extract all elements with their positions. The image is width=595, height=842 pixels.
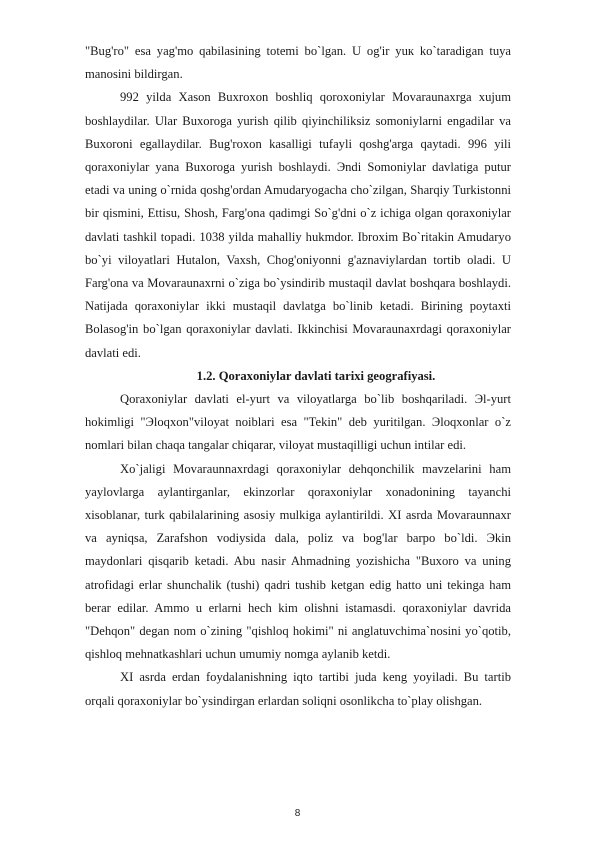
body-text (85, 40, 511, 713)
paragraph-continuation: "Bug'ro" esa yag'mo qabilasining totemi bo`lgan. U og'ir yuк ko`taradigan tuya manosini bildirgan. (85, 44, 511, 82)
paragraph-buxoro-campaign: 992 yilda Xason Buxroxon boshliq qoroxoniylar Movaraunaxrga xujum boshlaydilar. Ular Buxoroga yurish qilib qiyinchiliksiz somoniylarni engadilar va Buxoroni egallaydilar. Bug'roxon kasalligi tufayli qoshg'arga qaytadi. 996 yili qoraxoniylar yana Buxoroga yurish boshlaydi. Эndi Somoniylar davlatiga putur etadi va uning o`rnida qoshg'ordan Amudaryogacha cho`zilgan, Sharqiy Turkistonni bir qismini, Ettisu, Shosh, Farg'ona qadimgi So`g'dni o`z ichiga olgan qoraxoniylar davlati tashkil topadi. 1038 yilda mahalliy hukmdor. Ibroxim Bo`ritakin Amudaryo bo`yi viloyatlari Hutalon, Vaxsh, Chog'oniyonni g'aznaviylardan tortib oladi. U Farg'ona va Movaraunaxrni o`ziga bo`ysindirib mustaqil davlat boshqara boshlaydi. Natijada qoraxoniylar ikki mustaqil davlatga bo`linib ketadi. Birining poytaxti Bolasog'in bo`lgan qoraxoniylar davlati. Ikkinchisi Movaraunaxrdagi qoraxoniylar davlati edi. (85, 90, 511, 360)
section-heading: 1.2. Qoraxoniylar davlati tarixi geografiyasi. (196, 368, 436, 383)
page-number: 8 (294, 808, 301, 819)
paragraph-iqto: XI asrda erdan foydalanishning iqto tartibi juda keng yoyiladi. Bu tartib orqali qoraxoniylar bo`ysindirgan erlardan soliqni osonlikcha to`play olishgan. (85, 670, 511, 708)
paragraph-economy: Xo`jaligi Movaraunnaxrdagi qoraxoniylar dehqonchilik mavzelarini ham yaylovlarga aylantirganlar, ekinzorlar qoraxoniylar xonadonining tayanchi xisoblanar, turk qabilalarining asosiy mulkiga aylantirildi. XI asrda Movaraunnaxr va ayniqsa, Zarafshon vodiysida dala, poliz va bog'lar barpo bo`ldi. Эkin maydonlari qisqarib ketadi. Abu nasir Ahmadning yozishicha "Buxoro va uning atrofidagi erlar shunchalik (tushi) qadri tushib ketgan edig hatto uni tekinga ham berar edilar. Ammo u erlarni hech kim olishni istamasdi. qoraxoniylar davrida "Dehqon" degan nom o`zining "qishloq hokimi" ni anglatuvchima`nosini yo`qotib, qishloq mehnatkashlari uchun umumiy nomga aylanib ketdi. (85, 461, 511, 662)
paragraph-administration: Qoraxoniylar davlati el-yurt va viloyatlarga bo`lib boshqariladi. Эl-yurt hokimligi "Эloqxon"viloyat noiblari esa "Tekin" deb yuritilgan. Эloqxonlar o`z nomlari bilan chaqa tangalar chiqarar, viloyat mustaqilligi uchun intilar edi. (85, 392, 511, 453)
